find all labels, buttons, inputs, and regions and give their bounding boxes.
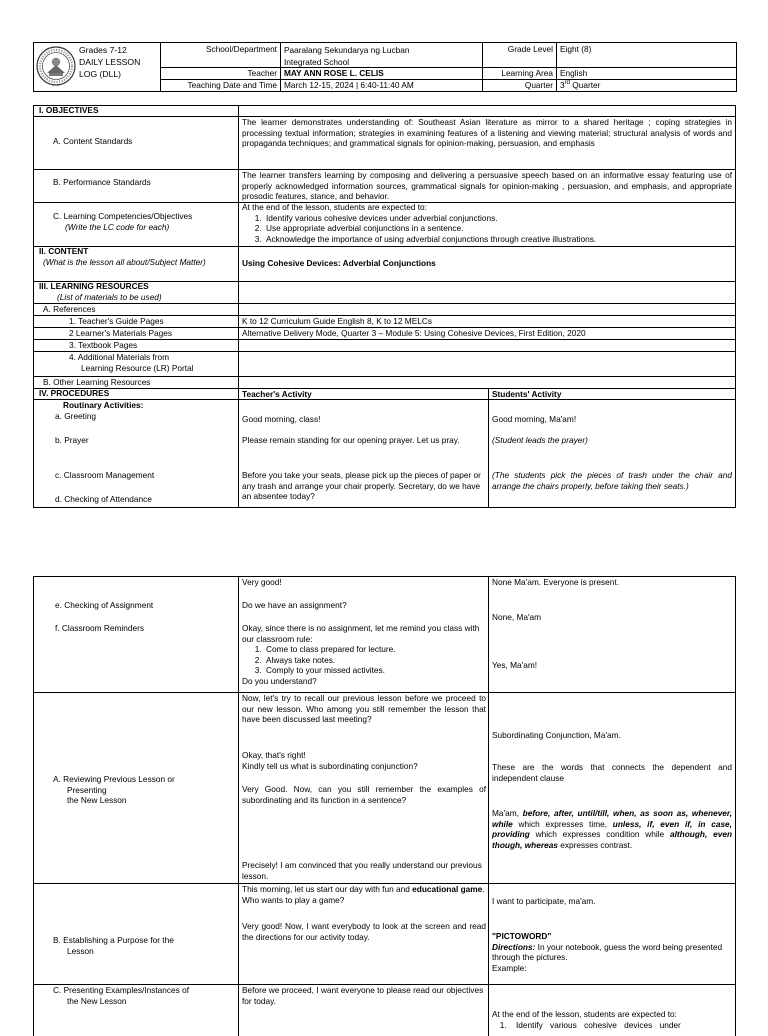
purpose-student-1: I want to participate, ma'am. xyxy=(492,896,596,906)
performance-standards-label: B. Performance Standards xyxy=(53,177,151,187)
purpose-teacher-1: This morning, let us start our day with fun and educational game. Who wants to play a game? xyxy=(242,884,485,905)
att-label: d. Checking of Attendance xyxy=(55,494,152,504)
rules-list xyxy=(242,644,486,676)
reminders-student: Yes, Ma'am! xyxy=(492,660,538,670)
review-teacher-2: Okay, that's right! Kindly tell us what is subordinating conjunction? xyxy=(242,750,418,771)
content-standards-label: A. Content Standards xyxy=(53,136,133,146)
dll-title: Grades 7-12 DAILY LESSON LOG (DLL) xyxy=(79,45,141,79)
header-table xyxy=(33,42,737,92)
area-label: Learning Area xyxy=(501,68,553,78)
presenting-list xyxy=(492,1020,732,1031)
procedures-table-continued xyxy=(33,576,736,1036)
deped-seal-logo xyxy=(36,46,76,86)
date-value: March 12-15, 2024 | 6:40-11:40 AM xyxy=(284,80,414,90)
student-activity-header: Students' Activity xyxy=(492,389,562,399)
reminders-teacher: Okay, since there is no assignment, let me remind you class with our classroom rule: 1. Come to class prepared for lecture. 2. Always take notes. 3. Comply to your missed activites. Do you understand? xyxy=(242,623,486,686)
tg-value: K to 12 Curriculum Guide English 8, K to 12 MELCs xyxy=(242,316,432,326)
presenting-label: C. Presenting Examples/Instances of the New Lesson xyxy=(53,985,190,1006)
pictoword-block: "PICTOWORD" Directions: In your notebook, guess the word being presented through the pictures. Example: xyxy=(492,931,732,973)
list-item: 2. Use appropriate adverbial conjunctions in a sentence. xyxy=(264,223,732,234)
teacher-activity-header: Teacher's Activity xyxy=(242,389,312,399)
quarter-label: Quarter xyxy=(524,80,553,90)
purpose-label: B. Establishing a Purpose for the Lesson xyxy=(53,935,174,956)
list-item: 1. Identify various cohesive devices under adverbial conjunctions. xyxy=(264,213,732,224)
date-label: Teaching Date and Time xyxy=(187,80,277,90)
review-student-1: Subordinating Conjunction, Ma'am. xyxy=(492,730,621,740)
other-resources-label: B. Other Learning Resources xyxy=(43,377,151,387)
additional-label: 4. Additional Materials from Learning Resource (LR) Portal xyxy=(69,352,194,373)
competency-list xyxy=(242,213,732,245)
page-gap xyxy=(0,530,768,560)
school-value: Paaralang Sekundarya ng Lucban Integrated School xyxy=(284,45,410,67)
pictoword-title: "PICTOWORD" xyxy=(492,931,552,941)
review-label: A. Reviewing Previous Lesson or Presenting the New Lesson xyxy=(53,774,175,806)
page-2 xyxy=(0,560,768,1030)
quarter-value: 3rd Quarter xyxy=(560,80,601,90)
classroom-management-label: c. Classroom Management xyxy=(55,470,155,480)
review-student-2: These are the words that connects the dependent and independent clause xyxy=(492,762,732,783)
assignment-label: e. Checking of Assignment xyxy=(55,600,154,610)
teacher-label: Teacher xyxy=(247,68,277,78)
area-value: English xyxy=(560,68,588,78)
list-item: 1. Come to class prepared for lecture. xyxy=(264,644,486,655)
tg-label: 1. Teacher's Guide Pages xyxy=(69,316,164,326)
grade-label: Grade Level xyxy=(507,44,553,54)
presenting-teacher: Before we proceed, I want everyone to please read our objectives for today. xyxy=(242,985,484,1006)
competencies-text: At the end of the lesson, students are expected to: 1. Identify various cohesive devices under adverbial conjunctions. 2. Use appropriate adverbial conjunctions in a sentence. 3. Acknowledge the importance of using adverbial conjunctions through creative illustrations. xyxy=(242,202,732,244)
prayer-student: (Student leads the prayer) xyxy=(492,435,588,445)
procedures-title: IV. PROCEDURES xyxy=(39,388,110,398)
prayer-label: b. Prayer xyxy=(55,435,89,445)
grade-value: Eight (8) xyxy=(560,44,592,54)
presenting-student: At the end of the lesson, students are expected to: 1. Identify various cohesive devices under xyxy=(492,1009,732,1030)
assignment-student: None, Ma'am xyxy=(492,612,542,622)
greeting-label: a. Greeting xyxy=(55,411,97,421)
school-label: School/Department xyxy=(205,44,277,54)
performance-standards-text: The learner transfers learning by composing and delivering a persuasive speech based on an informative essay featuring use of properly acknowledged information sources, grammatical signals for opinion-making , persuasion, and emphasis, and appropriate prosodic features, stance, and behavior. xyxy=(242,170,732,202)
review-student-3: Ma'am, before, after, until/till, when, as soon as, whenever, while which expresses time, unless, if, even if, in case, providing which expresses condition while although, even though, whereas expresses contrast. xyxy=(492,808,733,850)
greeting-teacher: Good morning, class! xyxy=(242,414,321,424)
content-label: II. CONTENT (What is the lesson all about/Subject Matter) xyxy=(39,246,206,267)
references-label: A. References xyxy=(43,304,96,314)
list-item: 3. Comply to your missed activites. xyxy=(264,665,486,676)
list-item: 1. Identify various cohesive devices under xyxy=(514,1020,732,1031)
greeting-student: Good morning, Ma'am! xyxy=(492,414,577,424)
attendance-student: None Ma'am. Everyone is present. xyxy=(492,577,620,587)
textbook-label: 3. Textbook Pages xyxy=(69,340,138,350)
content-value: Using Cohesive Devices: Adverbial Conjunctions xyxy=(242,258,436,268)
classroom-management-student: (The students pick the pieces of trash under the chair and arrange the chairs properly, before taking their seats.) xyxy=(492,470,732,491)
objectives-title: I. OBJECTIVES xyxy=(39,105,99,115)
review-teacher-4: Precisely! I am convinced that you really understand our previous lesson. xyxy=(242,860,482,881)
lm-value: Alternative Delivery Mode, Quarter 3 – Module 5: Using Cohesive Devices, First Edition, 2020 xyxy=(242,328,586,338)
list-item: 3. Acknowledge the importance of using adverbial conjunctions through creative illustrations. xyxy=(264,234,732,245)
list-item: 2. Always take notes. xyxy=(264,655,486,666)
reminders-label: f. Classroom Reminders xyxy=(55,623,144,633)
review-teacher-1: Now, let's try to recall our previous lesson before we proceed to our new lesson. Who among you still remember the lesson that have been discussed last meeting? xyxy=(242,693,486,725)
very-good-teacher: Very good! xyxy=(242,577,282,587)
teacher-value: MAY ANN ROSE L. CELIS xyxy=(284,68,384,78)
lesson-table xyxy=(33,105,736,508)
resources-label: III. LEARNING RESOURCES (List of materials to be used) xyxy=(39,281,162,302)
competencies-label: C. Learning Competencies/Objectives (Write the LC code for each) xyxy=(53,211,193,232)
content-standards-text: The learner demonstrates understanding of: Southeast Asian literature as mirror to a shared heritage ; coping strategies in processing textual information; strategies in examining features of a listening and viewing material; structural analysis of words and propaganda techniques; and grammatical signals for opinion-making, persuasion, and emphasis xyxy=(242,117,732,149)
prayer-teacher: Please remain standing for our opening prayer. Let us pray. xyxy=(242,435,460,445)
classroom-management-teacher: Before you take your seats, please pick up the pieces of paper or any trash and arrange your chair properly. Secretary, do we have an absentee today? xyxy=(242,470,481,502)
assignment-teacher: Do we have an assignment? xyxy=(242,600,347,610)
routinary-label: Routinary Activities: xyxy=(63,400,144,410)
purpose-teacher-2: Very good! Now, I want everybody to look at the screen and read the directions for our activity today. xyxy=(242,921,486,942)
review-teacher-3: Very Good. Now, can you still remember the examples of subordinating and its function in a sentence? xyxy=(242,784,486,805)
lm-label: 2 Learner's Materials Pages xyxy=(69,328,173,338)
